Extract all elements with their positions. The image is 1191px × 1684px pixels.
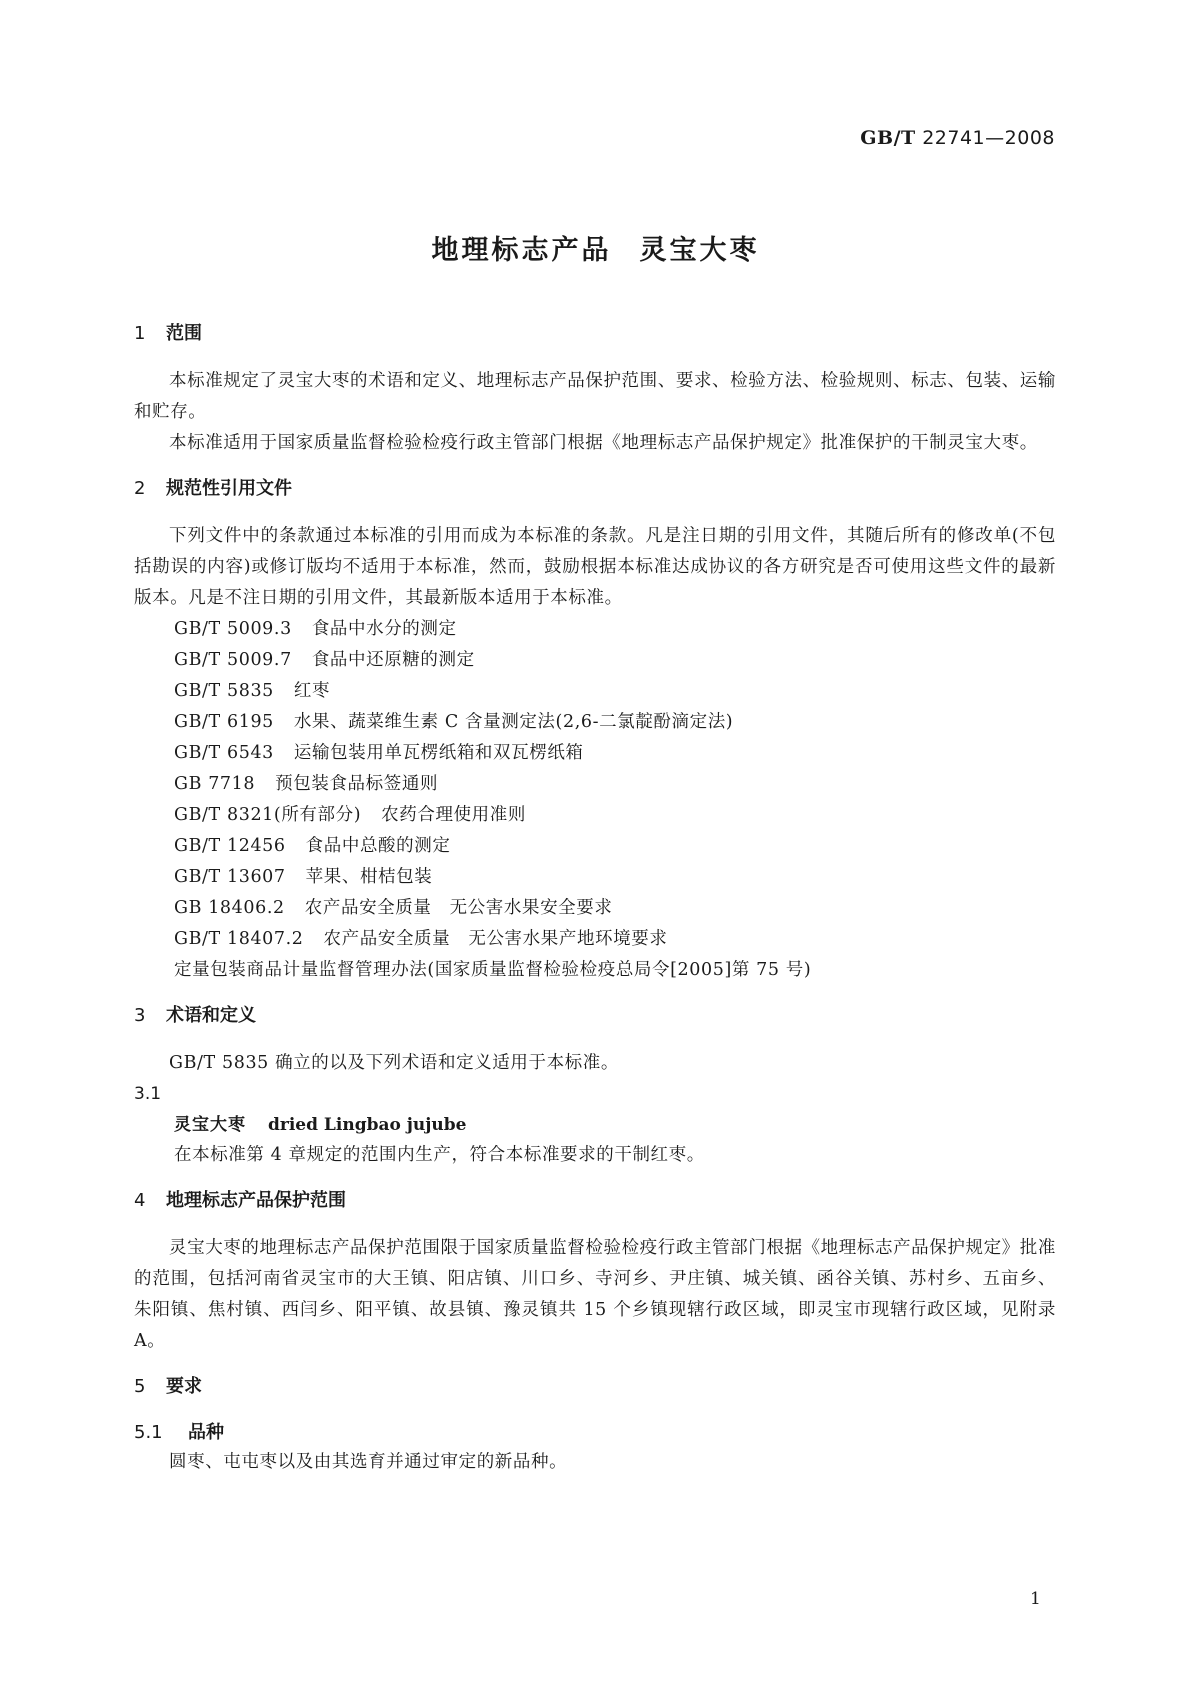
section-number: 2 [134,478,146,499]
standard-code: 22741—2008 [922,127,1055,149]
reference-title: 食品中还原糖的测定 [311,650,475,670]
section-title: 术语和定义 [166,1005,256,1026]
reference-code: GB/T 13607 [174,867,286,887]
reference-code: GB/T 5009.3 [174,619,292,639]
paragraph: 下列文件中的条款通过本标准的引用而成为本标准的条款。凡是注日期的引用文件，其随后所有的修改单(不包括勘误的内容)或修订版均不适用于本标准，然而，鼓励根据本标准达成协议的各方研究是否可使用这些文件的最新版本。凡是不注日期的引用文件，其最新版本适用于本标准。 [134,526,1056,608]
subsection-title: 品种 [188,1422,224,1443]
section-title: 范围 [166,323,202,344]
section-number: 3 [134,1005,146,1026]
reference-item [134,614,1056,645]
subsection-heading [134,1419,1056,1447]
section-heading [134,1002,1056,1030]
section-heading [134,1373,1056,1401]
reference-code: GB/T 8321(所有部分) [174,805,362,825]
term-chinese: 灵宝大枣 [174,1115,246,1135]
reference-code: GB 7718 [174,774,256,794]
reference-code: GB/T 18407.2 [174,929,304,949]
reference-title: 食品中水分的测定 [311,619,457,639]
reference-code: GB/T 6543 [174,743,274,763]
reference-item [134,769,1056,800]
paragraph: 灵宝大枣的地理标志产品保护范围限于国家质量监督检验检疫行政主管部门根据《地理标志产品保护规定》批准的范围，包括河南省灵宝市的大王镇、阳店镇、川口乡、寺河乡、尹庄镇、城关镇、函谷关镇、苏村乡、五亩乡、朱阳镇、焦村镇、西闫乡、阳平镇、故县镇、豫灵镇共 15 个乡镇现辖行政区域，即灵宝市现辖行政区域，见附录 A。 [134,1238,1056,1351]
reference-item [134,645,1056,676]
reference-title: 农产品安全质量 无公害水果产地环境要求 [323,929,668,949]
section-title: 地理标志产品保护范围 [166,1190,346,1211]
document-body [134,320,1056,1478]
reference-item [134,862,1056,893]
reference-title: 水果、蔬菜维生素 C 含量测定法(2,6-二氯靛酚滴定法) [293,712,734,732]
page-number: 1 [1030,1589,1041,1609]
reference-title: 食品中总酸的测定 [305,836,451,856]
paragraph: GB/T 5835 确立的以及下列术语和定义适用于本标准。 [169,1053,619,1073]
standard-number [860,127,1055,149]
reference-code: GB/T 12456 [174,836,286,856]
section-number: 1 [134,323,146,344]
term-number: 3.1 [134,1084,162,1104]
reference-code: GB/T 5009.7 [174,650,292,670]
paragraph: 本标准适用于国家质量监督检验检疫行政主管部门根据《地理标志产品保护规定》批准保护的干制灵宝大枣。 [169,433,1038,453]
subsection-number: 5.1 [134,1422,163,1443]
document-title [0,228,1191,267]
reference-code: GB/T 6195 [174,712,274,732]
paragraph: 本标准规定了灵宝大枣的术语和定义、地理标志产品保护范围、要求、检验方法、检验规则、标志、包装、运输和贮存。 [134,371,1056,422]
reference-item: 定量包装商品计量监督管理办法(国家质量监督检验检疫总局令[2005]第 75 号) [174,960,812,980]
reference-code: GB 18406.2 [174,898,285,918]
standard-prefix: GB/T [860,127,916,149]
reference-title: 运输包装用单瓦楞纸箱和双瓦楞纸箱 [293,743,584,763]
term-english: dried Lingbao jujube [268,1115,467,1135]
title-part-2: 灵宝大枣 [639,235,760,266]
reference-title: 红枣 [293,681,331,701]
reference-title: 农产品安全质量 无公害水果安全要求 [304,898,613,918]
section-heading [134,320,1056,348]
reference-item [134,893,1056,924]
section-title: 要求 [166,1376,202,1397]
section-heading [134,475,1056,503]
reference-item [134,676,1056,707]
section-number: 4 [134,1190,146,1211]
section-heading [134,1187,1056,1215]
reference-code: GB/T 5835 [174,681,274,701]
reference-item [134,800,1056,831]
section-title: 规范性引用文件 [166,478,292,499]
section-number: 5 [134,1376,146,1397]
reference-title: 苹果、柑桔包装 [305,867,433,887]
reference-item [134,707,1056,738]
reference-item [134,924,1056,955]
term-entry [134,1109,1056,1140]
reference-item [134,831,1056,862]
paragraph: 圆枣、屯屯枣以及由其选育并通过审定的新品种。 [169,1452,568,1472]
reference-title: 农药合理使用准则 [381,805,526,825]
reference-item [134,738,1056,769]
term-definition: 在本标准第 4 章规定的范围内生产，符合本标准要求的干制红枣。 [174,1145,705,1165]
reference-title: 预包装食品标签通则 [275,774,439,794]
reference-list [134,614,1056,986]
title-part-1: 地理标志产品 [431,235,612,266]
